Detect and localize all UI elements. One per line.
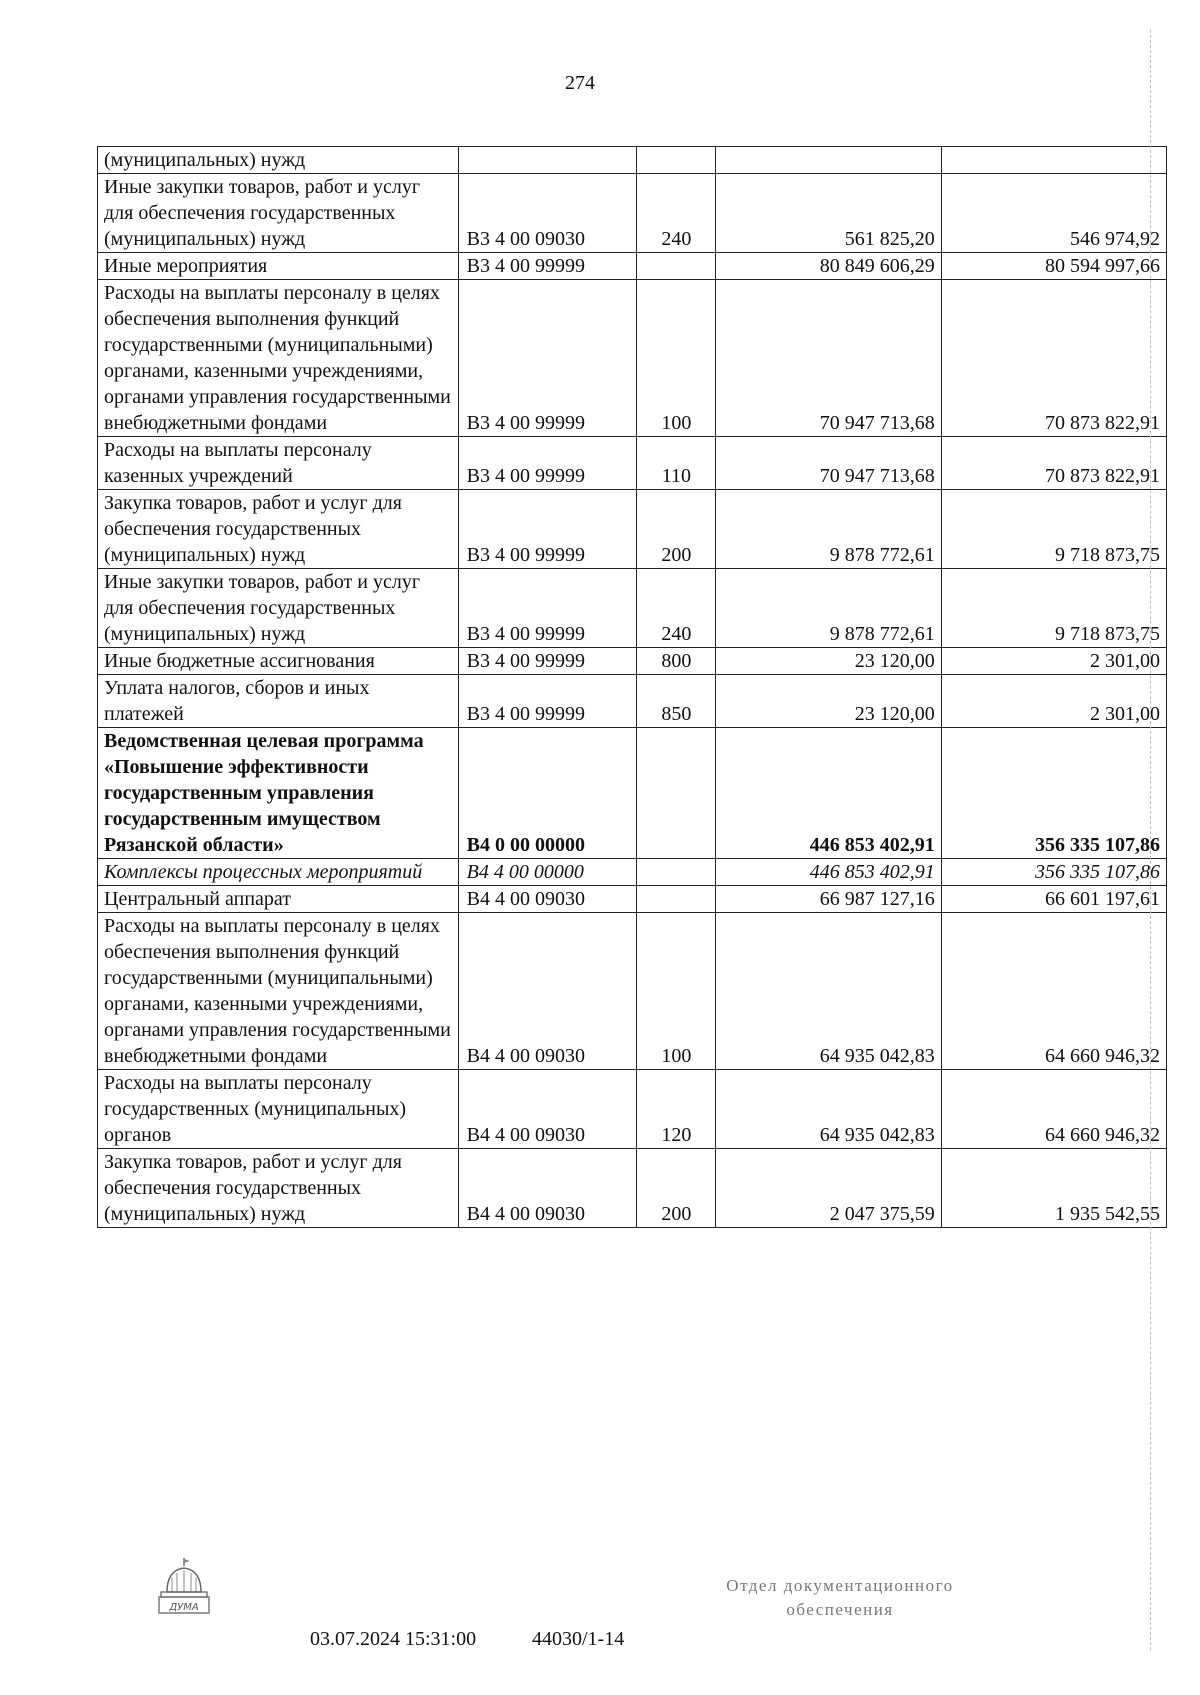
row-name-cell: Иные закупки товаров, работ и услуг для обеспечения государственных (муниципальных) нужд xyxy=(98,174,459,253)
row-sum-1-cell: 9 878 772,61 xyxy=(716,490,941,569)
table-row xyxy=(98,174,1167,253)
row-name-cell: Расходы на выплаты персоналу в целях обеспечения выполнения функций государственными (муниципальными) органами, казенными учреждениями, органами управления государственными внебюджетными фондами xyxy=(98,280,459,437)
row-name-cell: Иные мероприятия xyxy=(98,253,459,280)
row-vr-cell xyxy=(637,728,716,859)
row-vr-cell: 800 xyxy=(637,648,716,675)
row-vr-cell: 120 xyxy=(637,1070,716,1149)
stamp-line-2: обеспечения xyxy=(786,1600,894,1619)
row-name-cell: Иные бюджетные ассигнования xyxy=(98,648,459,675)
footer-doc-number: 44030/1-14 xyxy=(532,1628,625,1650)
row-code-cell: В3 4 00 99999 xyxy=(458,490,637,569)
table-row xyxy=(98,886,1167,913)
row-sum-1-cell: 66 987 127,16 xyxy=(716,886,941,913)
row-sum-2-cell xyxy=(941,147,1166,174)
row-sum-1-cell: 23 120,00 xyxy=(716,648,941,675)
row-sum-1-cell: 23 120,00 xyxy=(716,675,941,728)
row-vr-cell: 200 xyxy=(637,490,716,569)
row-name-cell: Расходы на выплаты персоналу в целях обеспечения выполнения функций государственными (муниципальными) органами, казенными учреждениями, органами управления государственными внебюджетными фондами xyxy=(98,913,459,1070)
row-sum-2-cell: 80 594 997,66 xyxy=(941,253,1166,280)
row-sum-1-cell: 70 947 713,68 xyxy=(716,280,941,437)
row-sum-2-cell: 64 660 946,32 xyxy=(941,913,1166,1070)
row-name-cell: Иные закупки товаров, работ и услуг для обеспечения государственных (муниципальных) нужд xyxy=(98,569,459,648)
row-code-cell: В3 4 00 99999 xyxy=(458,280,637,437)
stamp-line-1: Отдел документационного xyxy=(726,1576,954,1595)
duma-logo-icon xyxy=(155,1556,213,1616)
row-sum-1-cell xyxy=(716,147,941,174)
row-name-cell: Расходы на выплаты персоналу государственных (муниципальных) органов xyxy=(98,1070,459,1149)
row-vr-cell xyxy=(637,886,716,913)
row-name-cell: Центральный аппарат xyxy=(98,886,459,913)
table-row xyxy=(98,490,1167,569)
row-name-cell: Закупка товаров, работ и услуг для обеспечения государственных (муниципальных) нужд xyxy=(98,1149,459,1228)
row-sum-1-cell: 64 935 042,83 xyxy=(716,913,941,1070)
scan-edge-line xyxy=(1150,30,1152,1650)
row-sum-1-cell: 446 853 402,91 xyxy=(716,859,941,886)
row-sum-2-cell: 70 873 822,91 xyxy=(941,280,1166,437)
row-vr-cell: 240 xyxy=(637,569,716,648)
row-sum-1-cell: 2 047 375,59 xyxy=(716,1149,941,1228)
row-sum-2-cell: 1 935 542,55 xyxy=(941,1149,1166,1228)
row-sum-2-cell: 546 974,92 xyxy=(941,174,1166,253)
row-name-cell: (муниципальных) нужд xyxy=(98,147,459,174)
row-code-cell: В4 4 00 09030 xyxy=(458,886,637,913)
table-row xyxy=(98,648,1167,675)
row-code-cell: В4 4 00 09030 xyxy=(458,1149,637,1228)
row-sum-1-cell: 446 853 402,91 xyxy=(716,728,941,859)
page-number: 274 xyxy=(565,72,595,94)
row-vr-cell xyxy=(637,253,716,280)
row-code-cell: В4 4 00 00000 xyxy=(458,859,637,886)
row-sum-1-cell: 70 947 713,68 xyxy=(716,437,941,490)
row-sum-1-cell: 80 849 606,29 xyxy=(716,253,941,280)
row-sum-2-cell: 9 718 873,75 xyxy=(941,569,1166,648)
row-code-cell: В3 4 00 99999 xyxy=(458,675,637,728)
row-vr-cell: 240 xyxy=(637,174,716,253)
table-row xyxy=(98,147,1167,174)
row-sum-2-cell: 356 335 107,86 xyxy=(941,859,1166,886)
row-vr-cell xyxy=(637,147,716,174)
row-code-cell: В4 4 00 09030 xyxy=(458,913,637,1070)
row-vr-cell: 100 xyxy=(637,913,716,1070)
row-name-cell: Ведомственная целевая программа «Повышение эффективности государственным управления государственным имуществом Рязанской области» xyxy=(98,728,459,859)
row-code-cell: В4 0 00 00000 xyxy=(458,728,637,859)
row-sum-2-cell: 2 301,00 xyxy=(941,648,1166,675)
budget-table xyxy=(97,146,1167,1228)
table-row xyxy=(98,1149,1167,1228)
row-vr-cell: 200 xyxy=(637,1149,716,1228)
row-name-cell: Закупка товаров, работ и услуг для обеспечения государственных (муниципальных) нужд xyxy=(98,490,459,569)
footer-date: 03.07.2024 15:31:00 xyxy=(310,1628,477,1650)
row-vr-cell: 850 xyxy=(637,675,716,728)
row-sum-1-cell: 64 935 042,83 xyxy=(716,1070,941,1149)
row-vr-cell: 110 xyxy=(637,437,716,490)
table-row xyxy=(98,859,1167,886)
table-row xyxy=(98,569,1167,648)
row-sum-2-cell: 356 335 107,86 xyxy=(941,728,1166,859)
table-row xyxy=(98,253,1167,280)
row-vr-cell: 100 xyxy=(637,280,716,437)
row-code-cell: В3 4 00 09030 xyxy=(458,174,637,253)
table-row xyxy=(98,437,1167,490)
row-vr-cell xyxy=(637,859,716,886)
row-sum-2-cell: 70 873 822,91 xyxy=(941,437,1166,490)
row-sum-2-cell: 9 718 873,75 xyxy=(941,490,1166,569)
table-row xyxy=(98,913,1167,1070)
row-code-cell: В3 4 00 99999 xyxy=(458,437,637,490)
row-code-cell xyxy=(458,147,637,174)
row-code-cell: В4 4 00 09030 xyxy=(458,1070,637,1149)
table-row xyxy=(98,675,1167,728)
row-sum-2-cell: 64 660 946,32 xyxy=(941,1070,1166,1149)
logo-text: ДУМА xyxy=(169,1602,199,1613)
budget-table-body xyxy=(98,147,1167,1228)
department-stamp xyxy=(700,1574,980,1622)
row-sum-2-cell: 66 601 197,61 xyxy=(941,886,1166,913)
row-code-cell: В3 4 00 99999 xyxy=(458,569,637,648)
row-code-cell: В3 4 00 99999 xyxy=(458,253,637,280)
row-name-cell: Уплата налогов, сборов и иных платежей xyxy=(98,675,459,728)
row-sum-1-cell: 561 825,20 xyxy=(716,174,941,253)
row-sum-2-cell: 2 301,00 xyxy=(941,675,1166,728)
table-row xyxy=(98,1070,1167,1149)
table-row xyxy=(98,728,1167,859)
row-name-cell: Комплексы процессных мероприятий xyxy=(98,859,459,886)
row-name-cell: Расходы на выплаты персоналу казенных учреждений xyxy=(98,437,459,490)
row-code-cell: В3 4 00 99999 xyxy=(458,648,637,675)
row-sum-1-cell: 9 878 772,61 xyxy=(716,569,941,648)
table-row xyxy=(98,280,1167,437)
